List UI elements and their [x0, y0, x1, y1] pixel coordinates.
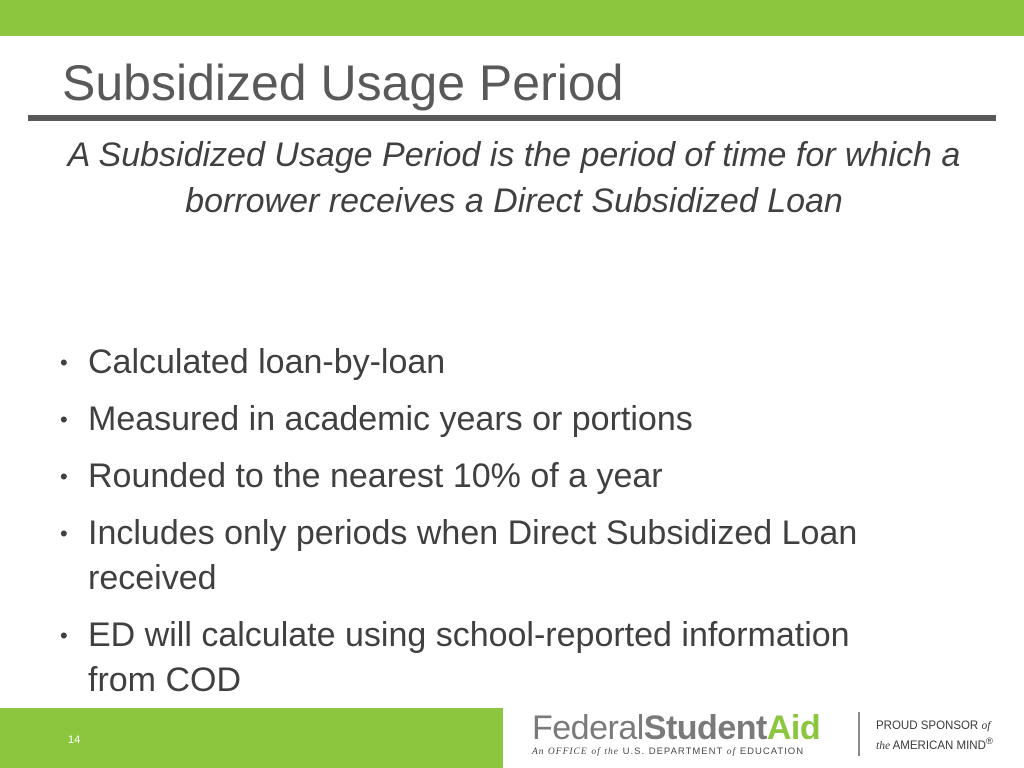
sponsor-line-2 — [876, 734, 993, 754]
bullet-text: ED will calculate using school-reported information from COD — [88, 616, 850, 699]
page-number: 14 — [68, 734, 81, 746]
logo-federal-text: Federal — [532, 709, 644, 747]
proud-sponsor-badge — [876, 718, 993, 754]
bullet-list — [58, 340, 918, 715]
bullet-icon: • — [60, 407, 68, 432]
bullet-item — [58, 454, 918, 499]
logo-sub-part: of — [726, 747, 737, 757]
logo-sub-part: An OFFICE — [532, 747, 588, 757]
bullet-text: Measured in academic years or portions — [88, 400, 693, 438]
bullet-icon: • — [60, 623, 68, 648]
bullet-item — [58, 340, 918, 385]
bullet-icon: • — [60, 464, 68, 489]
bullet-item — [58, 613, 918, 703]
logo-aid-text: Aid — [766, 709, 821, 747]
top-accent-bar — [0, 0, 1024, 36]
logo-sub-part: U.S. DEPARTMENT — [622, 746, 724, 757]
logo-sub-part: of — [591, 747, 601, 757]
sponsor-text: of — [981, 720, 991, 732]
title-underline — [28, 115, 996, 121]
federal-student-aid-logo — [532, 708, 842, 758]
bullet-item — [58, 511, 918, 601]
sponsor-text: PROUD SPONSOR — [876, 720, 979, 732]
bullet-icon: • — [60, 350, 68, 375]
sponsor-text: AMERICAN MIND — [892, 739, 986, 752]
logo-wordmark — [532, 708, 842, 748]
slide-title: Subsidized Usage Period — [62, 55, 624, 111]
sponsor-text: the — [876, 739, 891, 752]
logo-sub-part: EDUCATION — [739, 746, 805, 757]
logo-sub-part: the — [604, 747, 619, 757]
bullet-icon: • — [60, 521, 68, 546]
sponsor-line-1 — [876, 718, 993, 734]
bullet-text: Calculated loan-by-loan — [88, 343, 446, 381]
bullet-text: Rounded to the nearest 10% of a year — [88, 457, 663, 495]
registered-mark: ® — [985, 736, 993, 747]
bullet-text: Includes only periods when Direct Subsidized Loan received — [88, 514, 858, 597]
logo-student-text: Student — [643, 709, 767, 747]
logo-subtitle — [532, 746, 842, 757]
logo-divider — [858, 712, 860, 756]
definition-text: A Subsidized Usage Period is the period of time for which a borrower receives a Direct Subsidized Loan — [67, 136, 961, 220]
bullet-item — [58, 397, 918, 442]
